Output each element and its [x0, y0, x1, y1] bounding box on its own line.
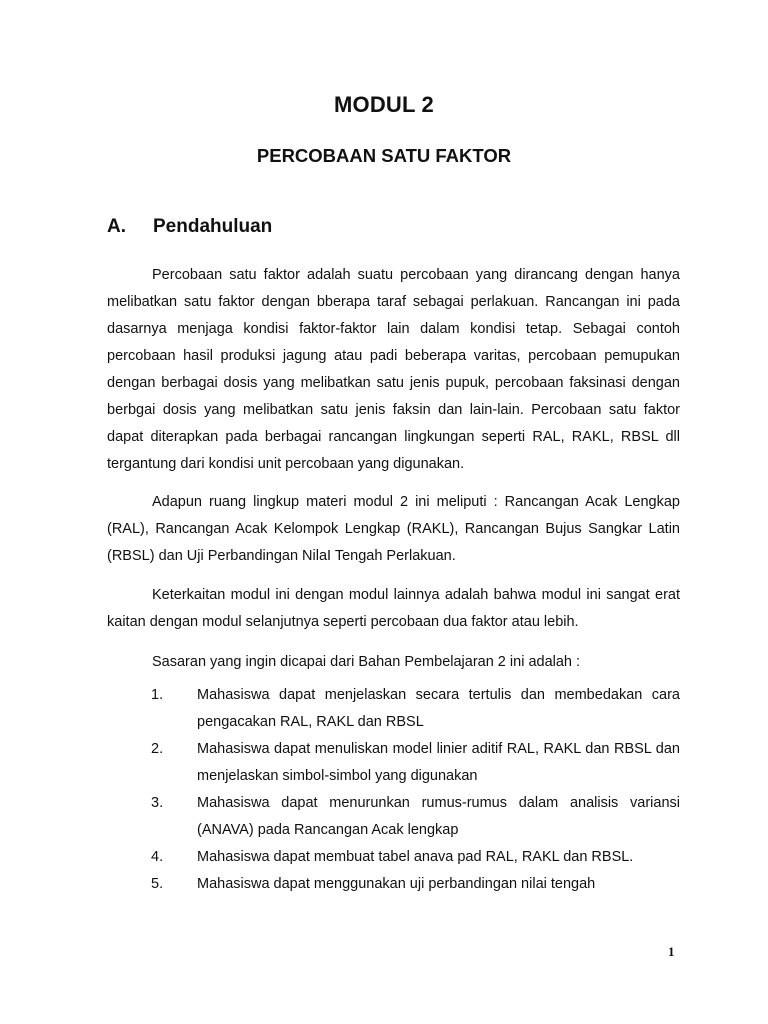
list-item-text: Mahasiswa dapat menjelaskan secara tertulis dan membedakan cara pengacakan RAL, RAKL dan RBSL [197, 687, 680, 730]
objectives-list [151, 682, 680, 898]
list-item-number: 2. [151, 741, 164, 757]
module-title: MODUL 2 [333, 92, 434, 117]
list-item-text: Mahasiswa dapat menuliskan model linier aditif RAL, RAKL dan RBSL dan menjelaskan simbol-simbol yang digunakan [197, 741, 680, 784]
list-item [151, 844, 680, 871]
list-item [151, 682, 680, 736]
list-item-text: Mahasiswa dapat membuat tabel anava pad RAL, RAKL dan RBSL. [197, 849, 634, 865]
list-item-text: Mahasiswa dapat menggunakan uji perbandingan nilai tengah [197, 876, 596, 892]
list-item-number: 3. [151, 795, 164, 811]
list-item [151, 871, 680, 898]
list-item-text: Mahasiswa dapat menurunkan rumus-rumus dalam analisis variansi (ANAVA) pada Rancangan Acak lengkap [197, 795, 680, 838]
module-subtitle: PERCOBAAN SATU FAKTOR [256, 145, 512, 166]
list-item-number: 5. [151, 876, 164, 892]
section-number: A. [107, 216, 126, 237]
list-item-number: 1. [151, 687, 164, 703]
section-title: Pendahuluan [153, 216, 273, 237]
paragraph-scope: Adapun ruang lingkup materi modul 2 ini meliputi : Rancangan Acak Lengkap (RAL), Rancangan Acak Kelompok Lengkap (RAKL), Rancangan Bujus Sangkar Latin (RBSL) dan Uji Perbandingan NilaI Tengah Perlakuan. [107, 494, 680, 564]
list-item [151, 790, 680, 844]
paragraph-relation: Keterkaitan modul ini dengan modul lainnya adalah bahwa modul ini sangat erat kaitan dengan modul selanjutnya seperti percobaan dua faktor atau lebih. [107, 587, 680, 630]
section-heading [107, 216, 272, 238]
list-item [151, 736, 680, 790]
paragraph-intro: Percobaan satu faktor adalah suatu percobaan yang dirancang dengan hanya melibatkan satu faktor dengan bberapa taraf sebagai perlakuan. Rancangan ini pada dasarnya menjaga kondisi faktor-faktor lain dalam kondisi tetap. Sebagai contoh percobaan hasil produksi jagung atau padi beberapa varitas, percobaan pemupukan dengan berbagai dosis yang melibatkan satu jenis pupuk, percobaan faksinasi dengan berbgai dosis yang melibatkan satu jenis faksin dan lain-lain. Percobaan satu faktor dapat diterapkan pada berbagai rancangan lingkungan seperti RAL, RAKL, RBSL dll tergantung dari kondisi unit percobaan yang digunakan. [107, 267, 680, 472]
list-item-number: 4. [151, 849, 164, 865]
paragraph-objectives-intro: Sasaran yang ingin dicapai dari Bahan Pembelajaran 2 ini adalah : [152, 654, 581, 670]
page-number: 1 [668, 944, 675, 959]
